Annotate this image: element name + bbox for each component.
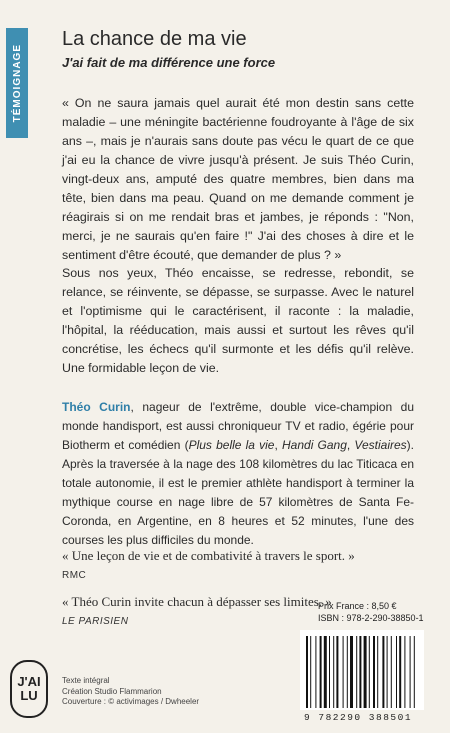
barcode-bar <box>387 636 388 708</box>
intro-quote-paragraph: « On ne saura jamais quel aurait été mon destin sans cette maladie – une méningite bactérienne foudroyante à l'âge de six ans –, mais je n'aurais sans doute pas vécu le quart de ce que j'ai eu la chance de vivre jusqu'à présent. Je suis Théo Curin, vingt-deux ans, amputé des quatre membres, bien dans ma tête, bien dans ma peau. Quand on me demande comment je réagirais si on me rendait bras et jambes, je réponds : "Non, merci, je ne saurais qu'en faire !" J'ai des choses à dire et le sentiment d'être écouté, que demander de plus ? » <box>62 96 414 262</box>
bio-sep-1: , <box>274 438 282 452</box>
book-subtitle: J'ai fait de ma différence une force <box>62 55 276 70</box>
genre-label: TÉMOIGNAGE <box>11 43 23 123</box>
barcode-bars <box>300 630 424 710</box>
barcode-bar <box>414 636 415 708</box>
bio-title-1: Plus belle la vie <box>188 438 275 452</box>
barcode-bar <box>350 636 353 708</box>
press-source-1: RMC <box>62 570 87 581</box>
barcode-bar <box>391 636 392 708</box>
author-name: Théo Curin <box>62 400 131 414</box>
barcode-bar <box>404 636 405 708</box>
barcode-bar <box>359 636 361 708</box>
barcode-bar <box>315 636 316 708</box>
barcode-bar <box>364 636 367 708</box>
genre-tab <box>6 28 28 138</box>
barcode-bar <box>377 636 378 708</box>
press-quote-2: « Théo Curin invite chacun à dépasser ses limites. » <box>62 594 332 609</box>
credits <box>62 676 199 708</box>
bio-sep-2: , <box>346 438 355 452</box>
barcode <box>300 630 424 710</box>
barcode-bar <box>324 636 327 708</box>
bio-title-2: Handi Gang <box>282 438 347 452</box>
barcode-bar <box>396 636 397 708</box>
barcode-bar <box>320 636 322 708</box>
publisher-logo <box>10 660 48 718</box>
author-bio-paragraph <box>62 398 414 550</box>
barcode-bar <box>399 636 401 708</box>
barcode-digits: 9 782290 388501 <box>304 712 413 723</box>
isbn: ISBN : 978-2-290-38850-1 <box>318 613 424 623</box>
price: Prix France : 8,50 € <box>318 601 397 611</box>
summary-paragraph: Sous nos yeux, Théo encaisse, se redresse, rebondit, se relance, se réinvente, se dépasse, se surpasse. Avec le naturel et l'optimisme qui le caractérisent, il raconte : la maladie, l'hôpital, la rééducation, mais aussi et surtout les rêves qu'il concrétise, les échecs qu'il surmonte et les défis qu'il relève. Une formidable leçon de vie. <box>62 266 414 375</box>
barcode-bar <box>336 636 338 708</box>
press-source-2: LE PARISIEN <box>62 616 129 627</box>
barcode-bar <box>343 636 344 708</box>
credit-line: Couverture : © activimages / Dwheeler <box>62 697 200 706</box>
logo-line-2: LU <box>20 688 38 703</box>
barcode-bar <box>356 636 357 708</box>
price-block <box>318 600 424 624</box>
book-title: La chance de ma vie <box>62 28 247 50</box>
barcode-bar <box>373 636 375 708</box>
barcode-bar <box>310 636 311 708</box>
barcode-bar <box>329 636 330 708</box>
barcode-bar <box>306 636 308 708</box>
barcode-bar <box>369 636 370 708</box>
credit-line: Texte intégral <box>62 676 110 685</box>
credit-line: Création Studio Flammarion <box>62 686 162 696</box>
barcode-bar <box>347 636 348 708</box>
logo-line-1: J'AI <box>17 674 41 689</box>
barcode-bar <box>382 636 384 708</box>
bio-text-a: , nageur de l'extrême, double vice-champion du monde handisport, est aussi chroniqueur TV et radio, égérie pour Biotherm et comédien ( <box>62 400 414 452</box>
bio-text-b: ). Après la traversée à la nage des 108 kilomètres du lac Titicaca en totale autonomie, il est le premier athlète handisport à terminer la mythique course en nage libre de 57 kilomètres de Santa Fe-Coronda, en Argentine, en 8 heures et 52 minutes, l'une des courses les plus difficiles du monde. <box>62 438 414 547</box>
barcode-bar <box>410 636 411 708</box>
barcode-bar <box>333 636 334 708</box>
press-quote-1: « Une leçon de vie et de combativité à travers le sport. » <box>62 548 355 563</box>
bio-title-3: Vestiaires <box>354 438 407 452</box>
